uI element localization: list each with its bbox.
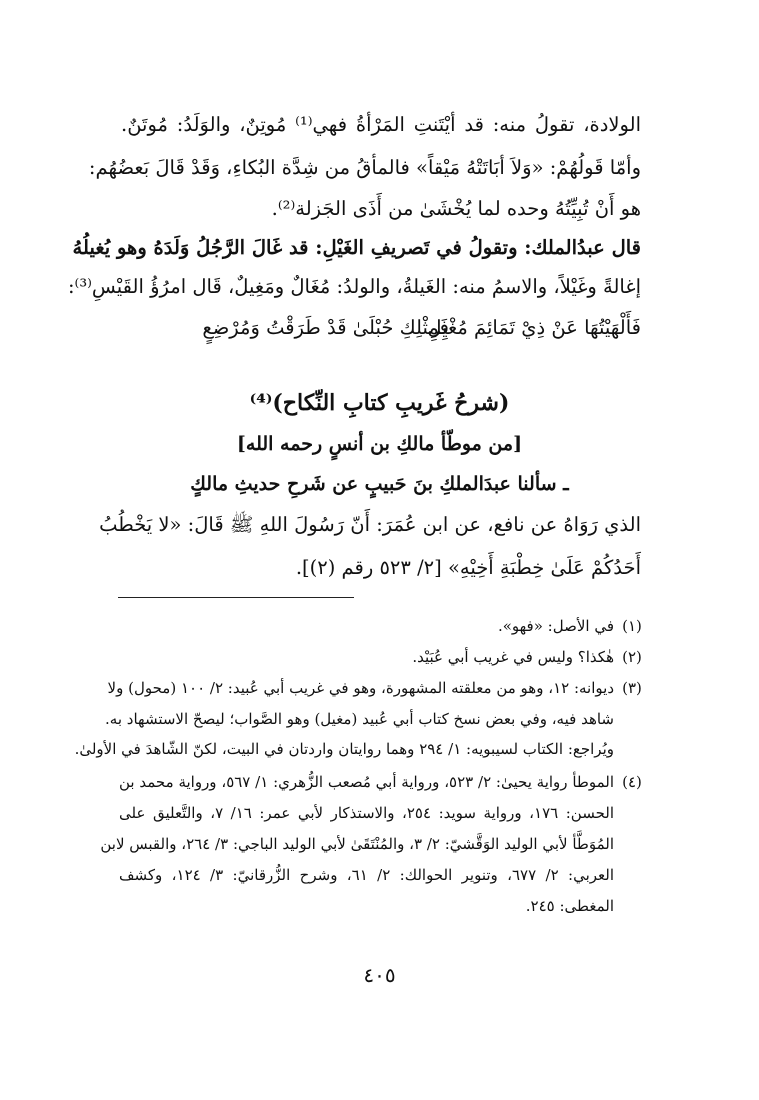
footnote-4-line-4: العربي: ٢/ ٦٧٧، وتنوير الحوالك: ٢/ ٦١، وشرح الزُّرقانيّ: ٣/ ١٢٤، وكشف: [119, 866, 615, 884]
body-line-2: وأمّا قَولُهُمْ: «وَلاَ أبَاتَتْهُ مَيْقاً» فالمأقُ من شِدَّة البُكاءِ، وَقَدْ قَالَ بَعضُهُم:: [88, 156, 641, 179]
body-line-3: هو أَنْ تُبِيِّتُهُ وحده لما يُخْشَىٰ من أَذَى الجَزلة⁽²⁾.: [271, 197, 641, 220]
body-line-1: الولادة، تقولُ منه: قد أيْتَنتِ المَرْأةُ فهي⁽¹⁾ مُوتِنٌ، والوَلَدُ: مُوتَنٌ.: [121, 113, 641, 136]
page-number: ٤٠٥: [363, 963, 396, 987]
verse-left-hemistich: فَأَلْهَيْتُهَا عَنْ ذِيْ تَمَائِمَ مُغْيِلِ: [427, 316, 641, 339]
footnote-4-line-5: المغطى: ٢٤٥.: [525, 897, 614, 915]
footnote-3-line-2: شاهد فيه، وفي بعض نسخ كتاب أبي عُبيد (مغيل) وهو الصَّواب؛ ليصحّ الاستشهاد به.: [105, 710, 614, 728]
footnote-3-line-3: ويُراجع: الكتاب لسيبويه: ١/ ٢٩٤ وهما روايتان واردتان في البيت، لكنّ الشّاهدَ في الأولىٰ.: [74, 740, 614, 758]
footnote-4-line-3: المُوَطَّأ لأبي الوليد الوَقَّشيّ: ٢/ ٣، والمُنْتَقَىٰ لأبي الوليد الباجي: ٣/ ٢٦٤، والقبس لابن: [100, 835, 614, 853]
section-title: (شرحُ غَريبِ كتابِ النِّكاح)⁽⁴⁾: [249, 390, 510, 416]
footnote-separator: [118, 597, 354, 598]
section-question: ـ سألنا عبدَالملكِ بنَ حَبيبٍ عن شَرحِ حديثِ مالكٍ: [190, 473, 569, 495]
section-text-line-1: الذي رَوَاهُ عن نافع، عن ابن عُمَرَ: أَنّ رَسُولَ اللهِ ﷺ قَالَ: «لا يَخْطُبُ: [99, 513, 641, 536]
footnote-2-line-1: هٰكذا؟ وليس في غريب أبي عُبَيْد.: [412, 648, 614, 666]
footnote-number-3: (٣): [622, 679, 642, 697]
body-line-4: قال عبدُالملك: وتقولُ في تَصريفِ الغَيْلِ: قد غَالَ الرَّجُلُ وَلَدَهُ وهو يُغيلُهُ: [72, 236, 641, 259]
footnote-1-line-1: في الأصل: «فهو».: [497, 617, 614, 635]
verse-right-hemistich: فَمِثْلِكِ حُبْلَىٰ قَدْ طَرَقْتُ وَمُرْضِعٍ: [202, 316, 449, 339]
footnote-3-line-1: ديوانه: ١٢، وهو من معلقته المشهورة، وهو في غريب أبي عُبيد: ٢/ ١٠٠ (محول) ولا: [107, 679, 614, 697]
section-text-line-2: أَحَدُكُمْ عَلَىٰ خِطْبَةِ أَخِيْهِ» [٢/ ٥٢٣ رقم (٢)].: [295, 556, 641, 579]
footnote-number-1: (١): [622, 617, 642, 635]
section-subtitle: [من موطّأ مالكِ بن أنسٍ رحمه الله]: [236, 433, 523, 455]
footnote-number-4: (٤): [622, 773, 642, 791]
footnote-number-2: (٢): [622, 648, 642, 666]
footnote-4-line-1: الموطأ رواية يحيىٰ: ٢/ ٥٢٣، ورواية أبي مُصعب الزُّهري: ١/ ٥٦٧، ورواية محمد بن: [119, 773, 614, 791]
footnote-4-line-2: الحسن: ١٧٦، ورواية سويد: ٢٥٤، والاستذكار لأبي عمر: ١٦/ ٧، والتَّعليق على: [119, 804, 614, 822]
body-line-5: إغالةً وغَيْلاً، والاسمُ منه: الغَيلةُ، والولدُ: مُغَالٌ ومَغِيلٌ، قَال امرُؤُ القَيْسِ⁽³⁾:: [67, 275, 641, 298]
